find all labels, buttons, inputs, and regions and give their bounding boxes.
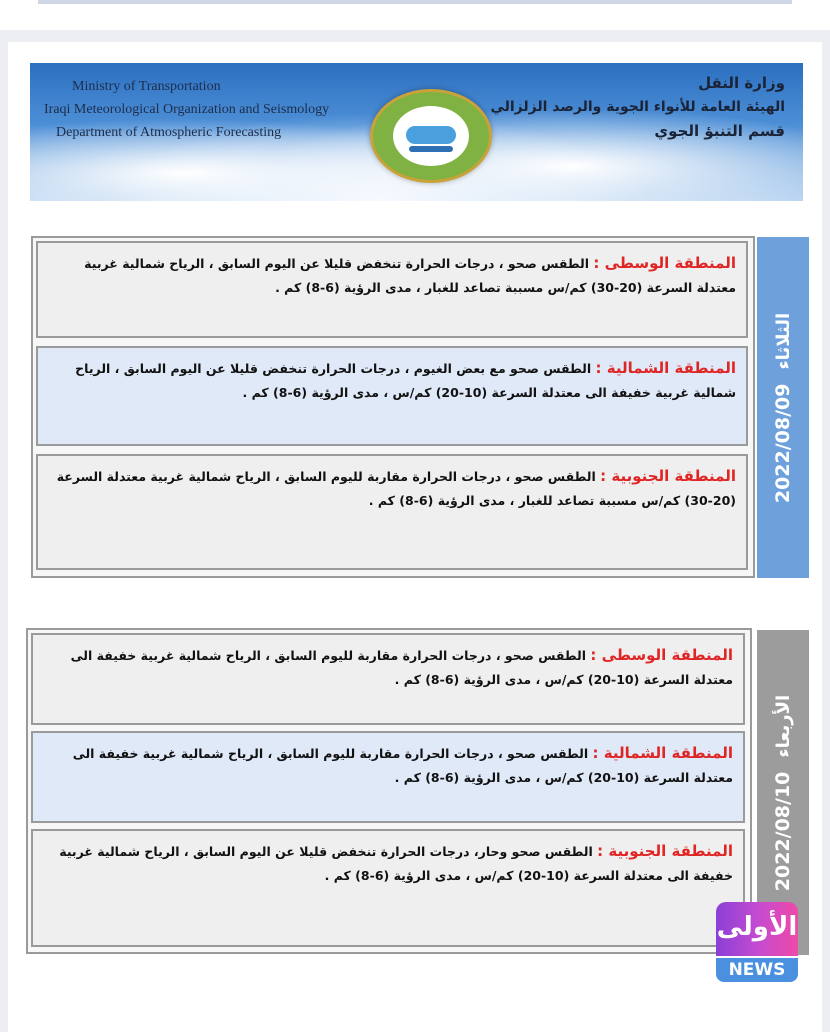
- cloud-icon: [406, 126, 456, 144]
- day2-northern-region: [31, 731, 745, 823]
- day1-weekday: الثلاثاء: [773, 312, 794, 370]
- region-label: المنطقة الشمالية :: [592, 744, 733, 762]
- ministry-name-ar: وزارة النقل: [698, 74, 785, 92]
- region-forecast: الطقس صحو ، درجات الحرارة مقاربة لليوم السابق ، الرياح شمالية غربية معتدلة السرعة (20-30) كم/س مسببة تصاعد للغبار ، مدى الرؤية (6-8) كم .: [56, 469, 736, 508]
- watermark-title: الأولى: [716, 912, 798, 942]
- day2-weekday: الأربعاء: [773, 694, 794, 758]
- day2-central-region: [31, 633, 745, 725]
- logo-emblem: [393, 106, 469, 166]
- organization-name-en: Iraqi Meteorological Organization and Seismology: [44, 102, 330, 117]
- region-forecast: الطقس صحو ، درجات الحرارة تنخفض قليلا عن اليوم السابق ، الرياح شمالية غربية معتدلة السرعة (20-30) كم/س مسببة تصاعد للغبار ، مدى الرؤية (6-8) كم .: [84, 256, 736, 295]
- previous-page-edge: [0, 0, 830, 30]
- day1-date: 2022/08/09: [772, 383, 794, 503]
- wave-icon: [409, 146, 453, 152]
- day1-northern-region: [36, 346, 748, 446]
- header-arabic: [490, 71, 785, 143]
- day1-southern-region: [36, 454, 748, 570]
- watermark-news-label: NEWS: [716, 958, 798, 982]
- day1-central-region: [36, 241, 748, 338]
- region-forecast: الطقس صحو وحار، درجات الحرارة تنخفض قليلا عن اليوم السابق ، الرياح شمالية غربية خفيفة الى معتدلة السرعة (10-20) كم/س ، مدى الرؤية (6-8) كم .: [59, 844, 733, 883]
- department-name-ar: قسم التنبؤ الجوي: [654, 122, 785, 140]
- region-label: المنطقة الجنوبية :: [597, 842, 733, 860]
- news-watermark-logo: [714, 902, 800, 982]
- department-name-en: Department of Atmospheric Forecasting: [56, 125, 282, 140]
- region-label: المنطقة الوسطى :: [593, 254, 736, 272]
- day1-date-tab: [757, 237, 809, 578]
- organization-logo: [370, 89, 492, 183]
- region-forecast: الطقس صحو مع بعض الغيوم ، درجات الحرارة تنخفض قليلا عن اليوم السابق ، الرياح شمالية غربية خفيفة الى معتدلة السرعة (10-20) كم/س ، مدى الرؤية (6-8) كم .: [75, 361, 736, 400]
- region-label: المنطقة الشمالية :: [595, 359, 736, 377]
- region-label: المنطقة الجنوبية :: [600, 467, 736, 485]
- header-banner: [30, 63, 803, 201]
- header-english: [44, 75, 330, 144]
- day2-date: 2022/08/10: [772, 771, 794, 891]
- watermark-top: [716, 902, 798, 956]
- divider: [38, 0, 792, 4]
- region-forecast: الطقس صحو ، درجات الحرارة مقاربة لليوم السابق ، الرياح شمالية غربية خفيفة الى معتدلة السرعة (10-20) كم/س ، مدى الرؤية (6-8) كم .: [72, 746, 733, 785]
- ministry-name-en: Ministry of Transportation: [72, 79, 221, 94]
- region-label: المنطقة الوسطى :: [590, 646, 733, 664]
- organization-name-ar: الهيئة العامة للأنواء الجوية والرصد الزلزالي: [490, 99, 785, 115]
- day2-southern-region: [31, 829, 745, 947]
- region-forecast: الطقس صحو ، درجات الحرارة مقاربة لليوم السابق ، الرياح شمالية غربية خفيفة الى معتدلة السرعة (10-20) كم/س ، مدى الرؤية (6-8) كم .: [70, 648, 733, 687]
